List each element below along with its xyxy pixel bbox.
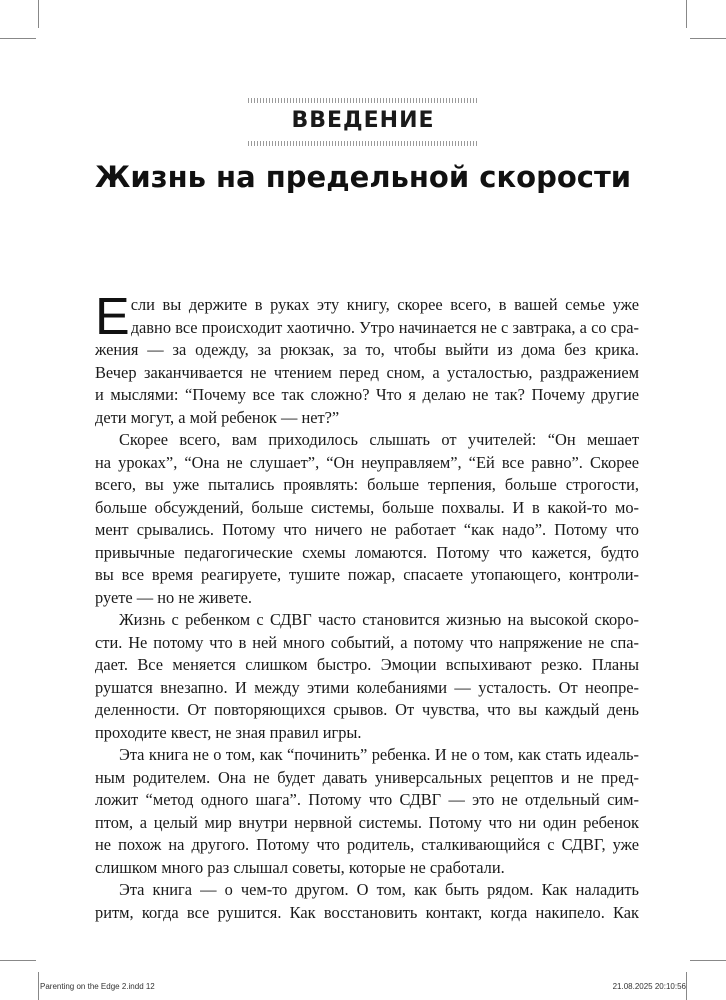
text-line: сли вы держите в руках эту книгу, скорее всего, в вашей семье уже (130, 295, 639, 314)
crop-mark-bottom-left-v (38, 972, 39, 1000)
text-line: ритм, когда все рушится. Как восстановить контакт, когда накипело. Как (95, 902, 639, 922)
drop-cap: Е (95, 288, 130, 346)
crop-mark-top-right-v (686, 0, 687, 28)
text-line: и мыслями: “Почему все так сложно? Что я делаю не так? Почему другие (95, 385, 639, 404)
text-line: давно все происходит хаотично. Утро начинается не с завтрака, а со сра- (130, 317, 639, 337)
text-line: жения — за одежду, за рюкзак, за то, чтобы выйти из дома без крика. (95, 340, 639, 359)
text-line: всего, вы уже пытались проявлять: больше терпения, больше строгости, (95, 475, 639, 494)
text-line: не похож на другого. Потому что родитель, сталкивающийся с СДВГ, уже (95, 835, 639, 854)
text-line: Эта книга не о том, как “починить” ребенка. И не о том, как стать идеаль- (119, 745, 639, 764)
text-line: дает. Все меняется слишком быстро. Эмоции вспыхивают резко. Планы (95, 655, 639, 674)
text-line: Эта книга — о чем-то другом. О том, как быть рядом. Как наладить (119, 880, 639, 899)
text-line: Жизнь с ребенком с СДВГ часто становится жизнью на высокой скоро- (119, 610, 639, 629)
paragraph (95, 879, 639, 924)
text-line: на уроках”, “Она не слушает”, “Он неуправляем”, “Ей все равно”. Скорее (95, 452, 639, 472)
text-line: проходите квест, не зная правил игры. (95, 722, 362, 742)
text-line: деленности. От повторяющихся срывов. От чувства, что вы каждый день (95, 700, 639, 719)
paragraph (95, 744, 639, 879)
crop-mark-top-left-h (0, 38, 36, 39)
hatch-rule-top (248, 98, 478, 103)
text-line: мент срывались. Потому что ничего не работает “как надо”. Потому что (95, 520, 639, 539)
section-label: ВВЕДЕНИЕ (291, 108, 435, 133)
paragraph (95, 609, 639, 744)
crop-mark-bottom-right-v (686, 972, 687, 1000)
text-line: Скорее всего, вам приходилось слышать от учителей: “Он мешает (119, 430, 639, 449)
chapter-title: Жизнь на предельной скорости (94, 160, 632, 194)
paragraph (95, 288, 639, 429)
text-line: слишком много раз слышал советы, которые не сработали. (95, 857, 505, 877)
text-line: дети могут, а мой ребенок — нет?” (95, 407, 340, 427)
text-line: руете — но не живете. (95, 587, 253, 607)
crop-mark-top-left-v (38, 0, 39, 28)
text-line: рушатся внезапно. И между этими колебаниями — усталость. От неопре- (95, 677, 639, 697)
crop-mark-top-right-h (690, 38, 726, 39)
crop-mark-bottom-right-h (690, 960, 726, 961)
body-text (95, 288, 639, 924)
hatch-rule-bottom (248, 141, 478, 146)
footer-timestamp: 21.08.2025 20:10:56 (612, 982, 686, 991)
text-line: больше обсуждений, больше системы, больше похвалы. И в какой-то мо- (95, 497, 639, 517)
text-line: птом, а целый мир внутри нервной системы. Потому что ни один ребенок (95, 812, 639, 832)
text-line: ложит “метод одного шага”. Потому что СДВГ — это не отдельный сим- (95, 790, 639, 809)
footer-file-name: Parenting on the Edge 2.indd 12 (40, 982, 155, 991)
crop-mark-bottom-left-h (0, 960, 36, 961)
text-line: Вечер заканчивается не чтением перед сном, а усталостью, раздражением (95, 362, 639, 382)
text-line: ным родителем. Она не будет давать универсальных рецептов и не пред- (95, 767, 639, 787)
text-line: вы все время реагируете, тушите пожар, спасаете утопающего, контроли- (95, 565, 639, 584)
text-line: сти. Не потому что в ней много событий, а потому что напряжение не спа- (95, 632, 639, 652)
paragraph (95, 429, 639, 609)
text-line: привычные педагогические схемы ломаются. Потому что кажется, будто (95, 542, 639, 562)
